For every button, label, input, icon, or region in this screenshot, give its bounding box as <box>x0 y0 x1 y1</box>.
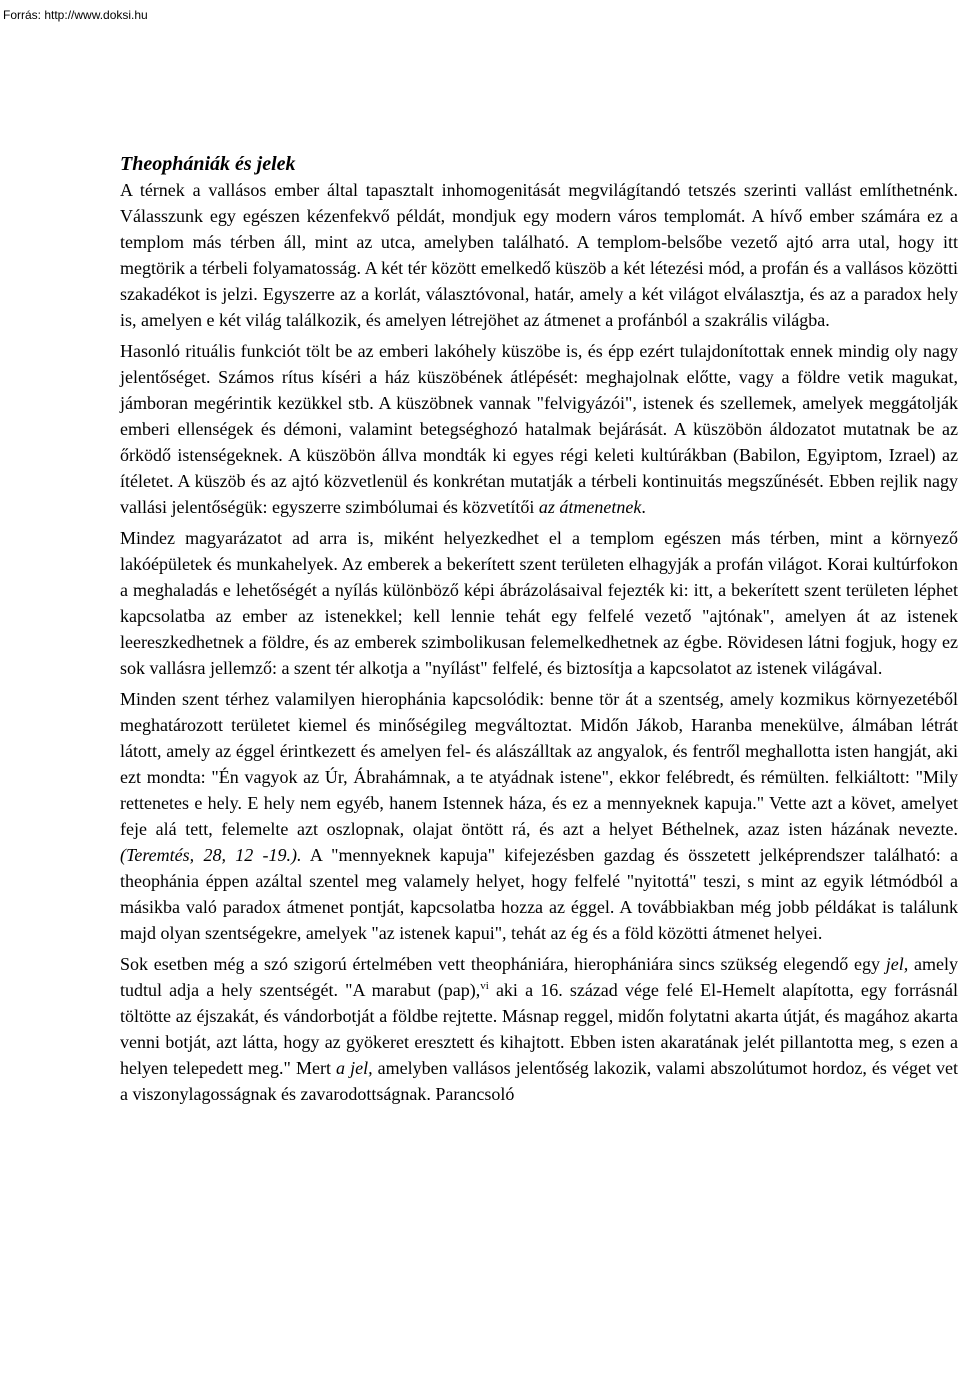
text-run: Hasonló rituális funkciót tölt be az emberi lakóhely küszöbe is, és épp ezért tulajdonítottak ennek mindig oly nagy jelentőséget. Számos rítus kíséri a ház küszöbének átlépését: meghajolnak előtte, vagy a földre vetik magukat, jámboran megérintik kezükkel stb. A küszöbnek vannak "felvigyázói", istenek és szellemek, amelyek meggátolják emberi ellenségek és démoni, valamint betegséghozó hatalmak bejárását. A küszöbön áldozatot mutatnak be az őrködő istenségeknek. A küszöbön állva mondták ki egyes régi keleti kultúrákban (Babilon, Egyiptom, Izrael) az ítéletet. A küszöb és az ajtó közvetlenül és konkrétan mutatják a térbeli kontinuitás megszűnését. Ebben rejlik nagy vallási jelentőségük: egyszerre szimbólumai és közvetítői <box>120 341 958 517</box>
text-run: Sok esetben még a szó szigorú értelmében vett theophániára, hierophániára sincs szükség elegendő egy <box>120 954 886 974</box>
text-run: Minden szent térhez valamilyen hierophánia kapcsolódik: benne tör át a szentség, amely kozmikus környezetéből meghatározott területet kiemel és minőségileg megváltoztat. Midőn Jákob, Haranba menekülve, álmában létrát látott, amely az éggel érintkezett és amelyen fel- és alászálltak az angyalok, és fentről meghallotta isten hangját, aki ezt mondta: "Én vagyok az Úr, Ábrahámnak, a te atyádnak istene", ekkor felébredt, és rémülten. felkiáltott: "Mily rettenetes e hely. E hely nem egyéb, hanem Istennek háza, és ez a mennyeknek kapuja." Vette azt a követ, amelyet feje alá tett, felemelte azt oszlopnak, olajat öntött rá, és azt a helyet Béthelnek, azaz isten házának nevezte. <box>120 689 958 839</box>
paragraph <box>120 525 958 681</box>
source-header: Forrás: http://www.doksi.hu <box>3 8 148 22</box>
italic-run: az átmenetnek <box>538 497 642 517</box>
text-run: Mindez magyarázatot ad arra is, miként helyezkedhet el a templom egészen más térben, mint a környező lakóépületek és munkahelyek. Az emberek a bekerített szent területen elhagyják a profán világot. Korai kultúrfokon a meghaladás e lehetőségét a nyílás különböző képi ábrázolásaival fejezték ki: itt, a bekerített szent területen léphet kapcsolatba az ember az istenekkel; kell lennie tehát egy felfelé vezető "ajtónak", amelyen át az istenek leereszkedhetnek a földre, és az emberek szimbolikusan felemelkedhetnek az égbe. Rövidesen látni fogjuk, hogy ez sok vallásra jellemző: a szent tér alkotja a "nyílást" felfelé, és biztosítja a kapcsolatot az istenek világával. <box>120 528 958 678</box>
text-run: amelyben vallásos jelentőség lakozik, valami abszolútumot hordoz, és véget vet a viszonylagosságnak és zavarodottságnak. Parancsoló <box>120 1058 958 1104</box>
paragraph <box>120 338 958 520</box>
text-run: aki a 16. század vége felé El-Hemelt alapította, egy forrásnál töltötte az éjszakát, és vándorbotját a földbe rejtette. Másnap reggel, midőn folytatni akarta útját, és magához akarta venni botját, azt látta, hogy az gyökeret eresztett és kihajtott. Ebben isten akaratának jelét pillantotta meg, s ezen a helyen telepedett meg." Mert <box>120 980 958 1078</box>
footnote-marker: vi <box>480 980 489 992</box>
paragraph <box>120 686 958 946</box>
paragraph <box>120 951 958 1107</box>
section-heading: Theophániák és jelek <box>120 153 296 175</box>
body-text <box>120 177 958 1107</box>
document-page <box>120 152 958 1107</box>
text-run: A "mennyeknek kapuja" kifejezésben gazdag és összetett jelképrendszer található: a theophánia éppen azáltal szentel meg valamely helyet, hogy felfelé "nyitottá" teszi, s mint az egyik létmódból a másikba való paradox átmenet pontját, kapcsolatba hozza az éggel. A továbbiakban még jobb példákat is találunk majd olyan szentségekre, amelyek "az istenek kapui", tehát az ég és a föld közötti átmenet helyei. <box>120 845 959 943</box>
paragraph <box>120 177 958 333</box>
italic-run: jel, <box>885 954 909 974</box>
text-run: amely tudtul adja a hely szentségét. "A marabut (pap), <box>120 954 958 1000</box>
text-run: . <box>641 497 646 517</box>
text-run: A térnek a vallásos ember által tapasztalt inhomogenitását megvilágítandó tetszés szerinti vallást említhetnénk. Válasszunk egy egészen kézenfekvő példát, mondjuk egy modern város templomát. A hívő ember számára ez a templom más térben áll, mint az utca, amelyben található. A templom-belsőbe vezető ajtó arra utal, hogy itt megtörik a térbeli folyamatosság. A két tér között emelkedő küszöb a két létezési mód, a profán és a vallásos közötti szakadékot is jelzi. Egyszerre az a korlát, választóvonal, határ, amely a két világot elválasztja, és az a paradox hely is, amelyen e két világ találkozik, és amelyen létrejöhet az átmenet a profánból a szakrális világba. <box>120 180 958 330</box>
italic-run: a jel, <box>336 1058 373 1078</box>
italic-run: (Teremtés, 28, 12 -19.). <box>120 845 302 865</box>
